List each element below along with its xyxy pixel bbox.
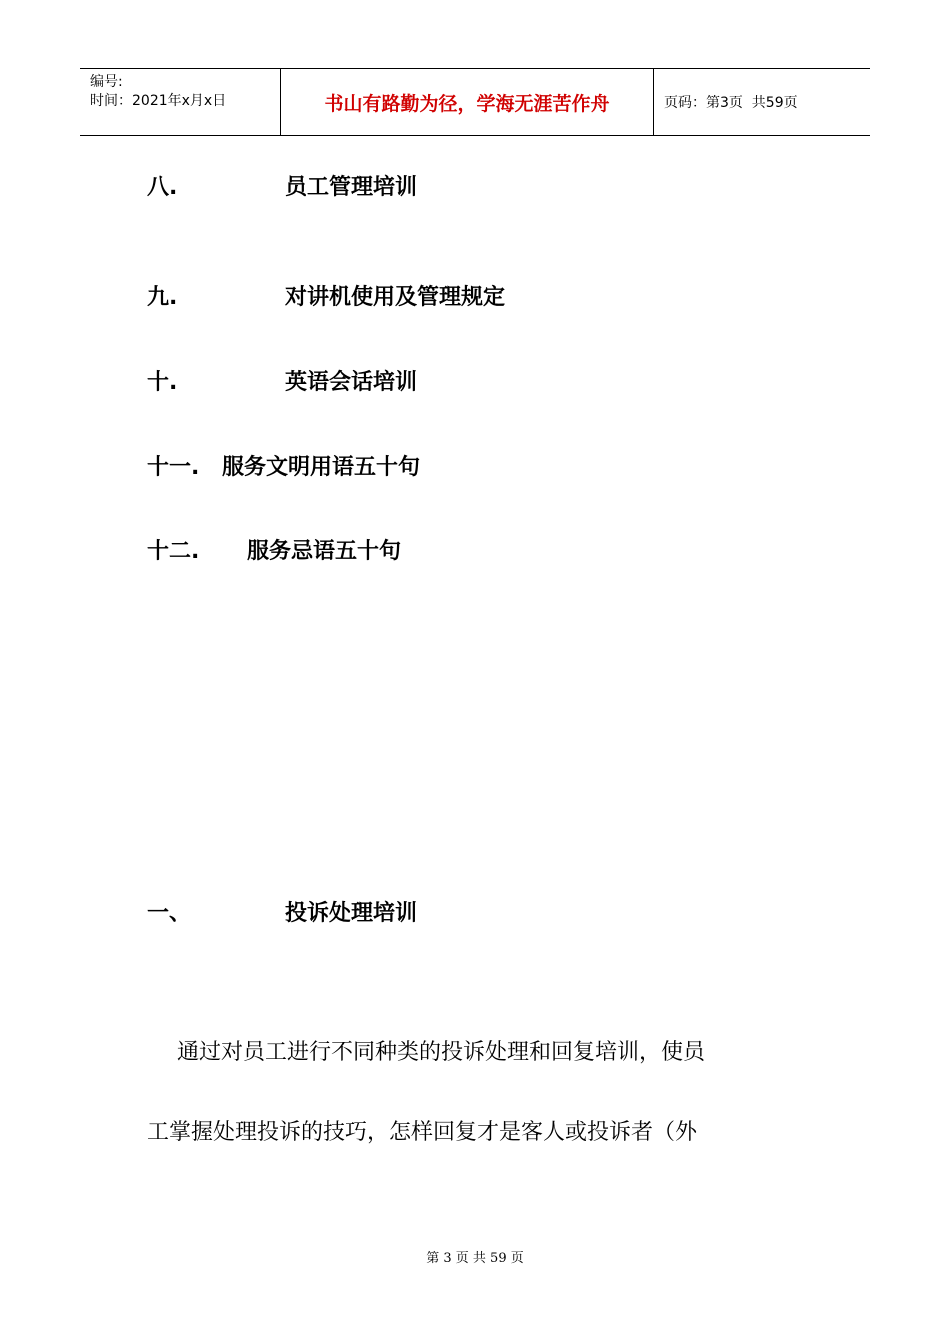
body-paragraph-line: 通过对员工进行不同种类的投诉处理和回复培训，使员 bbox=[177, 1040, 706, 1065]
toc-title: 服务忌语五十句 bbox=[247, 539, 402, 564]
toc-number: 九. bbox=[147, 285, 178, 310]
section-heading bbox=[147, 896, 417, 927]
header-motto: 书山有路勤为径，学海无涯苦作舟 bbox=[281, 69, 654, 135]
section-title: 投诉处理培训 bbox=[285, 901, 418, 926]
toc-number: 十一. bbox=[147, 455, 200, 480]
toc-number: 八. bbox=[147, 175, 178, 200]
time-label: 时间：2021年x月x日 bbox=[90, 93, 227, 109]
toc-title: 员工管理培训 bbox=[285, 175, 418, 200]
toc-title: 服务文明用语五十句 bbox=[222, 455, 421, 480]
toc-item bbox=[147, 534, 401, 565]
page-header bbox=[80, 68, 870, 136]
toc-item bbox=[147, 365, 417, 396]
toc-item bbox=[147, 450, 420, 481]
body-paragraph-line: 工掌握处理投诉的技巧，怎样回复才是客人或投诉者（外 bbox=[147, 1120, 698, 1145]
header-meta bbox=[80, 69, 281, 135]
toc-title: 对讲机使用及管理规定 bbox=[285, 285, 506, 310]
toc-item bbox=[147, 170, 417, 201]
code-label: 编号: bbox=[90, 74, 123, 90]
page-footer: 第 3 页 共 59 页 bbox=[426, 1251, 524, 1266]
toc-title: 英语会话培训 bbox=[285, 370, 418, 395]
toc-number: 十. bbox=[147, 370, 178, 395]
header-page-info: 页码：第3页 共59页 bbox=[664, 95, 798, 111]
toc-item bbox=[147, 280, 505, 311]
section-number: 一、 bbox=[147, 901, 192, 926]
toc-number: 十二. bbox=[147, 539, 200, 564]
